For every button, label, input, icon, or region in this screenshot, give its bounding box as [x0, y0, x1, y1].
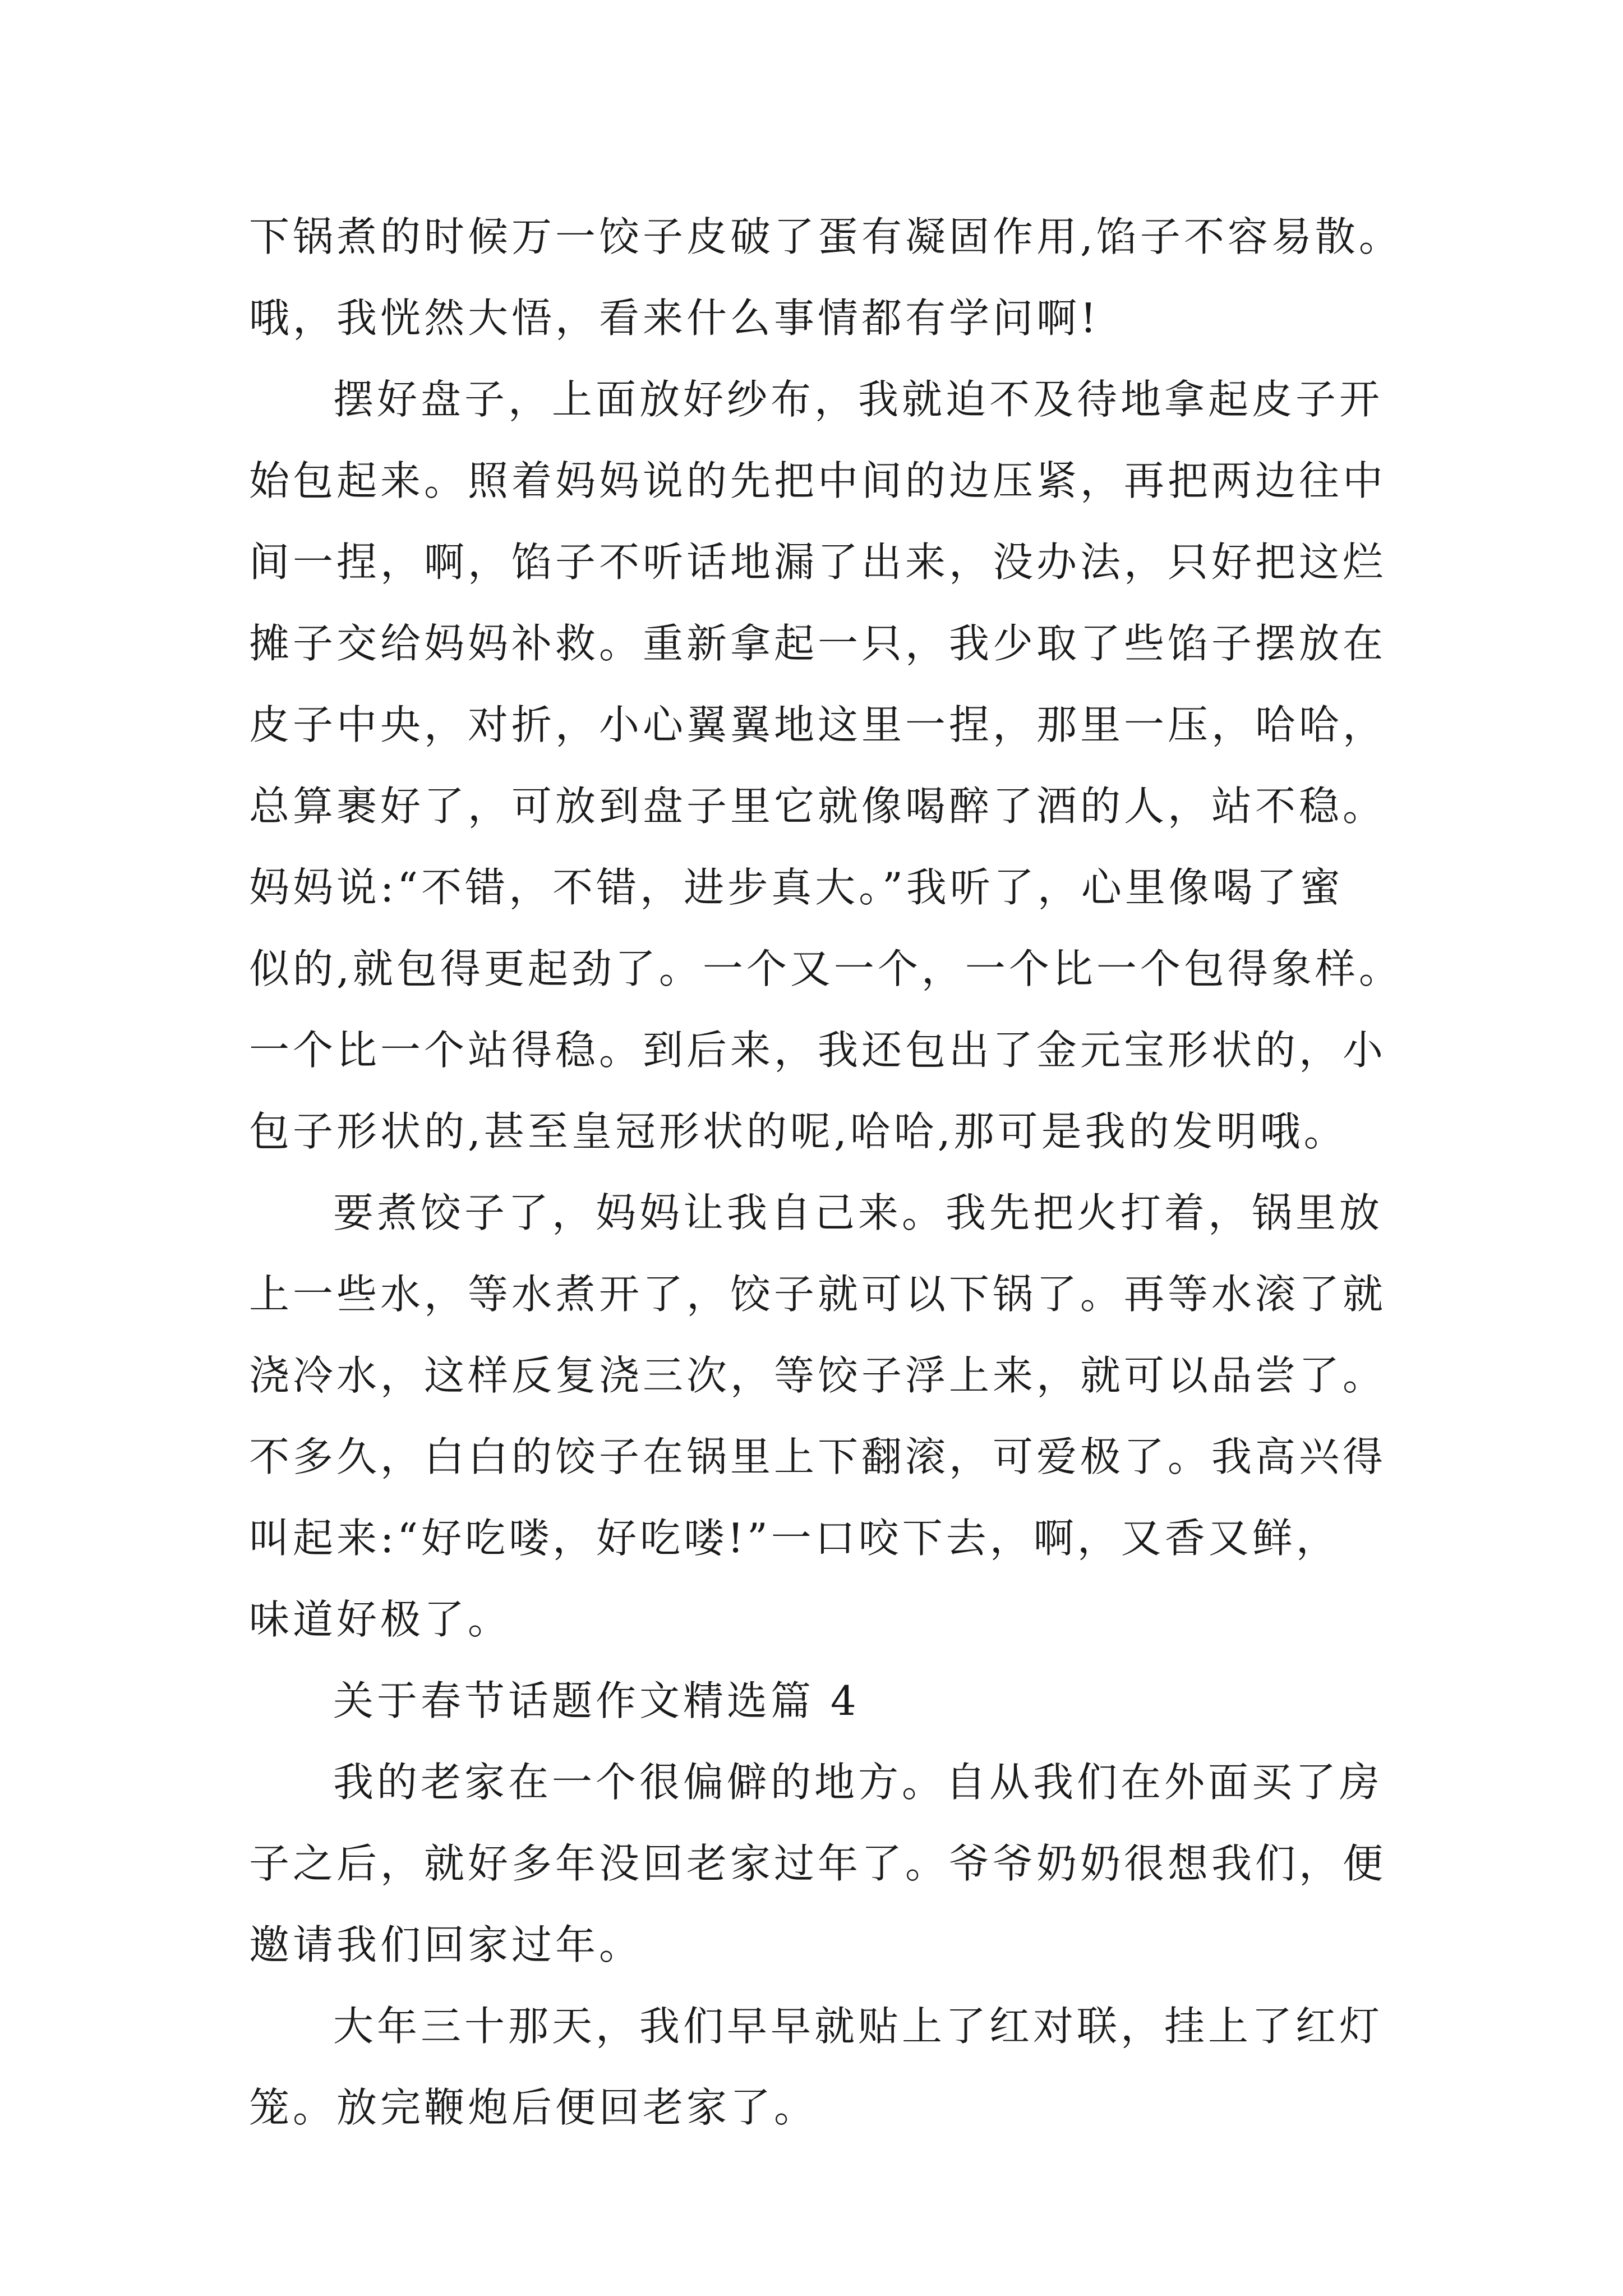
text-line: 不多久，白白的饺子在锅里上下翻滚，可爱极了。我高兴得	[249, 1433, 1387, 1480]
text-line: 哦，我恍然大悟，看来什么事情都有学问啊!	[249, 295, 1100, 342]
section-heading: 关于春节话题作文精选篇 4	[333, 1677, 860, 1724]
text-line: 妈妈说:“不错，不错，进步真大。”我听了，心里像喝了蜜	[249, 864, 1344, 911]
text-line: 要煮饺子了，妈妈让我自己来。我先把火打着，锅里放	[333, 1189, 1384, 1236]
body-text	[249, 196, 1438, 2148]
text-line: 大年三十那天，我们早早就贴上了红对联，挂上了红灯	[333, 2003, 1384, 2050]
text-line: 似的,就包得更起劲了。一个又一个，一个比一个包得象样。	[249, 945, 1403, 992]
text-line: 皮子中央，对折，小心翼翼地这里一捏，那里一压，哈哈，	[249, 701, 1387, 748]
text-line: 包子形状的,甚至皇冠形状的呢,哈哈,那可是我的发明哦。	[249, 1108, 1348, 1155]
text-line: 一个比一个站得稳。到后来，我还包出了金元宝形状的，小	[249, 1027, 1387, 1074]
text-line: 摆好盘子，上面放好纱布，我就迫不及待地拿起皮子开	[333, 376, 1384, 423]
text-line: 间一捏，啊，馅子不听话地漏了出来，没办法，只好把这烂	[249, 539, 1387, 586]
text-line: 邀请我们回家过年。	[249, 1921, 643, 1968]
text-line: 总算裹好了，可放到盘子里它就像喝醉了酒的人，站不稳。	[249, 783, 1387, 830]
text-line: 浇冷水，这样反复浇三次，等饺子浮上来，就可以品尝了。	[249, 1352, 1387, 1399]
text-line: 笼。放完鞭炮后便回老家了。	[249, 2084, 818, 2131]
text-line: 摊子交给妈妈补救。重新拿起一只，我少取了些馅子摆放在	[249, 620, 1387, 667]
text-line: 始包起来。照着妈妈说的先把中间的边压紧，再把两边往中	[249, 457, 1387, 504]
text-line: 上一些水，等水煮开了，饺子就可以下锅了。再等水滚了就	[249, 1271, 1387, 1318]
text-line: 味道好极了。	[249, 1596, 512, 1643]
text-line: 下锅煮的时候万一饺子皮破了蛋有凝固作用,馅子不容易散。	[249, 213, 1403, 260]
text-line: 叫起来:“好吃喽，好吃喽!”一口咬下去，啊，又香又鲜，	[249, 1515, 1340, 1562]
text-line: 我的老家在一个很偏僻的地方。自从我们在外面买了房	[333, 1759, 1384, 1806]
text-line: 子之后，就好多年没回老家过年了。爷爷奶奶很想我们，便	[249, 1840, 1387, 1887]
